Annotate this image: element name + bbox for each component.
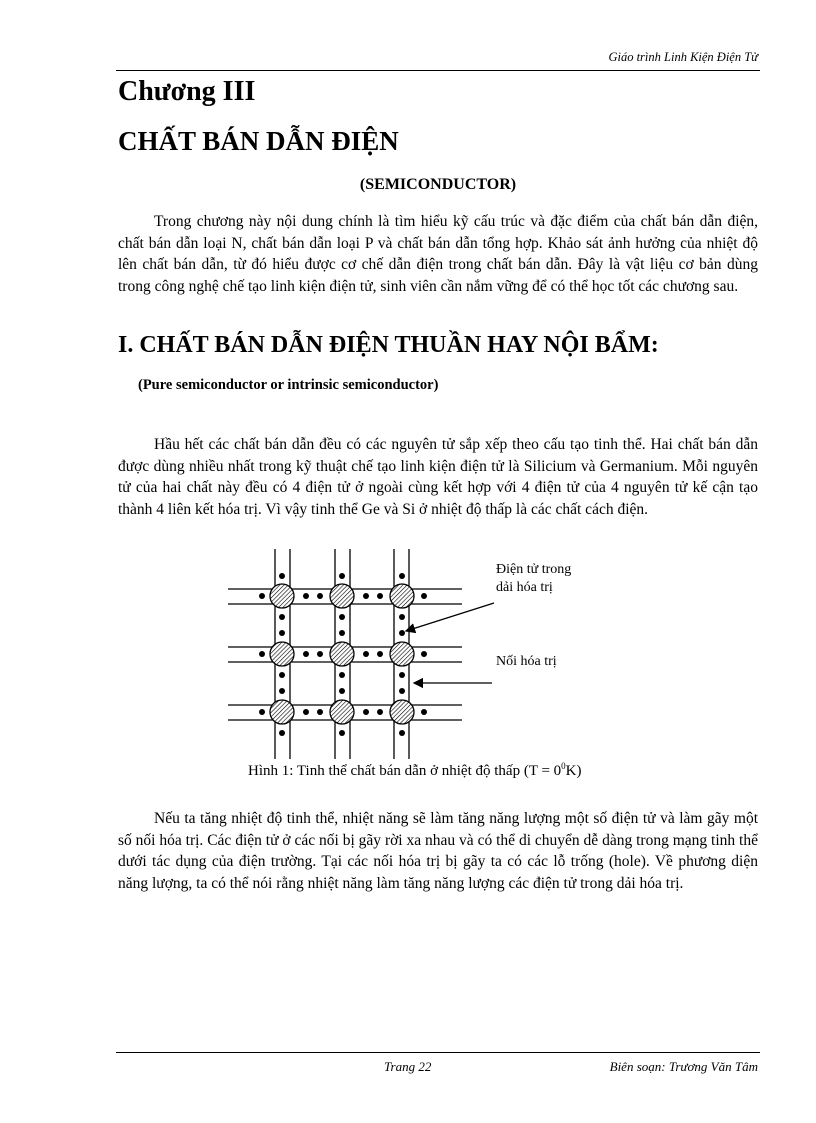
bond-label: Nối hóa trị xyxy=(496,654,557,669)
atom xyxy=(330,700,354,724)
atoms xyxy=(270,584,414,724)
atom xyxy=(330,642,354,666)
section-paragraph-2: Nếu ta tăng nhiệt độ tinh thể, nhiệt năng sẽ làm tăng năng lượng một số điện tử và làm gãy một số nối hóa trị. Các điện tử ở các nối bị gãy rời xa nhau và có thể di chuyển dễ dàng trong mạng tinh thể dưới tác dụng của điện trường. Tại các nối hóa trị bị gãy ta có các lỗ trống (hole). Về phương diện năng lượng, ta có thể nói rằng nhiệt năng làm tăng năng lượng các điện tử trong dải hóa trị. xyxy=(118,810,758,892)
atom xyxy=(390,642,414,666)
page-number: Trang 22 xyxy=(384,1059,432,1074)
atom xyxy=(270,584,294,608)
atom xyxy=(390,584,414,608)
running-header: Giáo trình Linh Kiện Điện Tử xyxy=(608,50,758,64)
atom xyxy=(390,700,414,724)
footer-author: Biên soạn: Trương Văn Tâm xyxy=(609,1059,758,1074)
chapter-title: CHẤT BÁN DẪN ĐIỆN xyxy=(118,126,399,156)
intro-paragraph: Trong chương này nội dung chính là tìm hiểu kỹ cấu trúc và đặc điểm của chất bán dẫn điện, chất bán dẫn loại N, chất bán dẫn loại P và chất bán dẫn tổng hợp. Khảo sát ảnh hưởng của nhiệt độ lên chất bán dẫn, từ đó hiểu được cơ chế dẫn điện trong chất bán dẫn. Đây là vật liệu cơ bản dùng trong công nghệ chế tạo linh kiện điện tử, sinh viên cần nắm vững để có thể học tốt các chương sau. xyxy=(118,213,758,295)
chapter-subtitle: (SEMICONDUCTOR) xyxy=(359,176,517,193)
crystal-lattice-figure xyxy=(226,545,606,763)
footer-rule xyxy=(116,1052,760,1053)
atom xyxy=(330,584,354,608)
section-paragraph-1: Hầu hết các chất bán dẫn đều có các nguyên tử sắp xếp theo cấu tạo tinh thể. Hai chất bán dẫn được dùng nhiều nhất trong kỹ thuật chế tạo linh kiện điện tử là Silicium và Germanium. Mỗi nguyên tử của hai chất này đều có 4 điện tử ở ngoài cùng kết hợp với 4 điện tử của 4 nguyên tử kế cận tạo thành 4 liên kết hóa trị. Vì vậy tinh thể Ge và Si ở nhiệt độ thấp là các chất cách điện. xyxy=(118,436,758,518)
electron-pointer-arrow xyxy=(406,603,494,631)
chapter-number: Chương III xyxy=(118,76,256,107)
atom xyxy=(270,642,294,666)
arrows xyxy=(406,603,494,683)
electron-label-line2: dải hóa trị xyxy=(496,580,553,595)
atom xyxy=(270,700,294,724)
electron-label-line1: Điện tử trong xyxy=(496,562,572,577)
figure-caption: Hình 1: Tinh thể chất bán dẫn ở nhiệt độ thấp $(T = 0^0K)$ xyxy=(248,761,582,779)
header-rule xyxy=(116,70,760,71)
section-heading: I. CHẤT BÁN DẪN ĐIỆN THUẦN HAY NỘI BẨM: xyxy=(118,332,659,358)
section-subheading: (Pure semiconductor or intrinsic semiconductor) xyxy=(138,377,439,393)
